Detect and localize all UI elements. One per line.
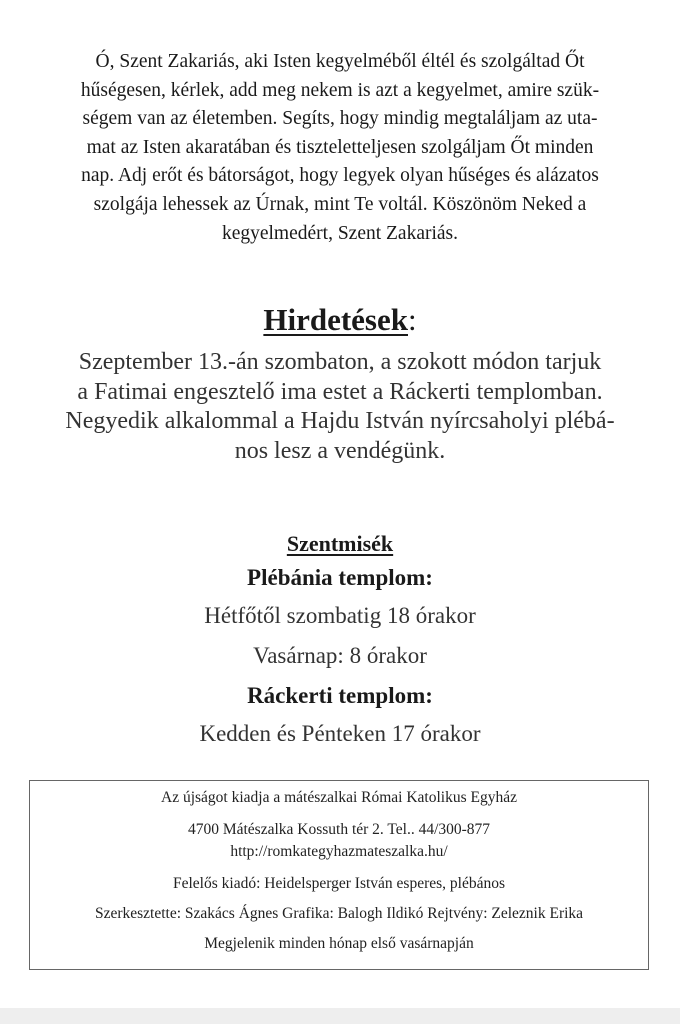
imprint-box — [29, 780, 649, 970]
prayer-line: Ó, Szent Zakariás, aki Isten kegyelméből éltél és szolgáltad Őt — [95, 51, 585, 72]
prayer-line: nap. Adj erőt és bátorságot, hogy legyek olyan hűséges és alázatos — [81, 165, 599, 187]
imprint-editors: Szerkesztette: Szakács Ágnes Grafika: Balogh Ildikó Rejtvény: Zeleznik Erika — [94, 905, 584, 922]
announcement-line: a Fatimai engesztelő ima estet a Ráckerti templomban. — [77, 378, 603, 405]
rackert-times: Kedden és Pénteken 17 órakor — [199, 721, 481, 746]
announcements-heading — [0, 300, 680, 340]
prayer-line: ségem van az életemben. Segíts, hogy mindig megtaláljam az uta- — [82, 108, 598, 130]
parish-sunday-times: Vasárnap: 8 órakor — [253, 643, 427, 668]
rackert-church-heading: Ráckerti templom: — [247, 683, 433, 708]
prayer-line: hűségesen, kérlek, add meg nekem is azt a kegyelmet, amire szük- — [80, 79, 600, 101]
announcements-heading-colon: : — [408, 302, 417, 337]
announcement-line: Szeptember 13.-án szombaton, a szokott módon tarjuk — [78, 349, 602, 375]
announcement-line: nos lesz a vendégünk. — [234, 437, 446, 464]
prayer-line: mat az Isten akaratában és tiszteletteljesen szolgáljam Őt minden — [86, 136, 594, 158]
imprint-responsible: Felelős kiadó: Heidelsperger István esperes, plébános — [172, 875, 505, 892]
mass-schedule-title: Szentmisék — [286, 531, 394, 556]
prayer-paragraph — [40, 48, 640, 248]
page-bottom-strip — [0, 1008, 680, 1024]
imprint-schedule: Megjelenik minden hónap első vasárnapján — [204, 935, 474, 952]
announcement-line: Negyedik alkalommal a Hajdu István nyírcsaholyi plébá- — [65, 408, 615, 434]
parish-weekday-times: Hétfőtől szombatig 18 órakor — [204, 603, 476, 628]
prayer-line: szolgája lehessek az Úrnak, mint Te voltál. Köszönöm Neked a — [93, 193, 587, 215]
imprint-website: http://romkategyhazmateszalka.hu/ — [230, 843, 448, 860]
imprint-publisher: Az újságot kiadja a mátészalkai Római Katolikus Egyház — [161, 789, 517, 806]
mass-schedule — [0, 528, 680, 756]
prayer-line: kegyelmedért, Szent Zakariás. — [221, 222, 459, 244]
imprint-address: 4700 Mátészalka Kossuth tér 2. Tel.. 44/300-877 — [187, 821, 491, 838]
announcements-heading-text: Hirdetések — [263, 302, 408, 337]
announcement-paragraph — [20, 348, 660, 466]
parish-church-heading: Plébánia templom: — [247, 565, 433, 590]
